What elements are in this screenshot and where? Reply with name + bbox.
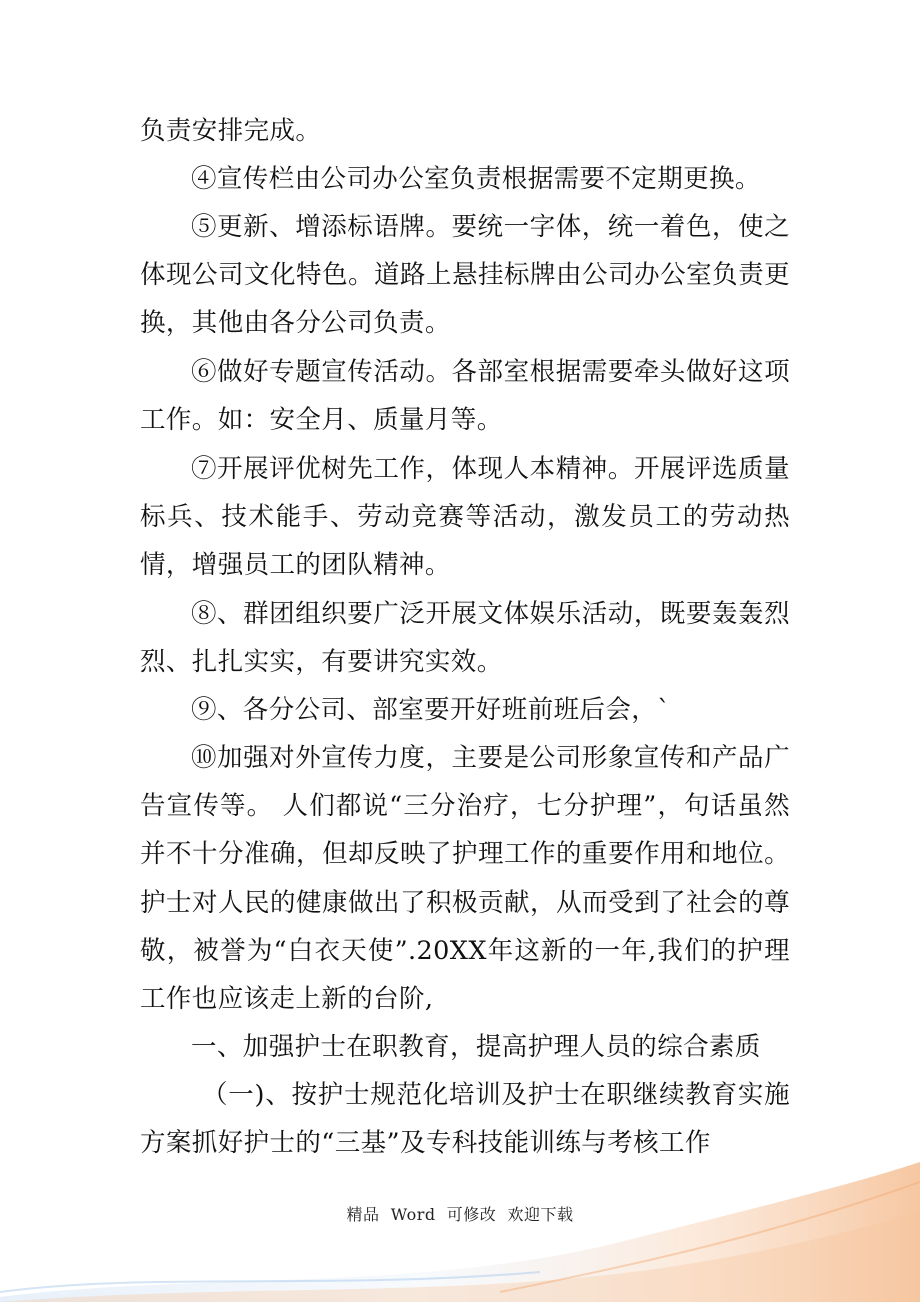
paragraph-7: ⑨、各分公司、部室要开好班前班后会，` (191, 695, 671, 725)
paragraph-5: ⑦开展评优树先工作，体现人本精神。开展评选质量标兵、技术能手、劳动竞赛等活动，激发员工的劳动热情，增强员工的团队精神。 (140, 454, 790, 581)
page-footer: 精品 Word 可修改 欢迎下载 (346, 1205, 574, 1224)
paragraph-1: 负责安排完成。 (140, 116, 322, 146)
section-heading: 一、加强护士在职教育，提高护理人员的综合素质 (191, 1032, 761, 1062)
paragraph-6: ⑧、群团组织要广泛开展文体娱乐活动，既要轰轰烈烈、扎扎实实，有要讲究实效。 (140, 599, 790, 678)
paragraph-3: ⑤更新、增添标语牌。要统一字体，统一着色，使之体现公司文化特色。道路上悬挂标牌由公司办公室负责更换，其他由各分公司负责。 (140, 212, 790, 339)
paragraph-4: ⑥做好专题宣传活动。各部室根据需要牵头做好这项工作。如：安全月、质量月等。 (140, 357, 790, 436)
paragraph-2: ④宣传栏由公司办公室负责根据需要不定期更换。 (191, 164, 761, 194)
subsection-heading: （一)、按护士规范化培训及护士在职继续教育实施方案抓好护士的“三基”及专科技能训练与考核工作 (140, 1080, 790, 1159)
paragraph-8: ⑩加强对外宣传力度，主要是公司形象宣传和产品广告宣传等。 人们都说“三分治疗，七分护理”，句话虽然并不十分准确，但却反映了护理工作的重要作用和地位。护士对人民的健康做出了积极贡献，从而受到了社会的尊敬，被誉为“白衣天使”.20XX年这新的一年,我们的护理工作也应该走上新的台阶, (140, 743, 790, 1015)
